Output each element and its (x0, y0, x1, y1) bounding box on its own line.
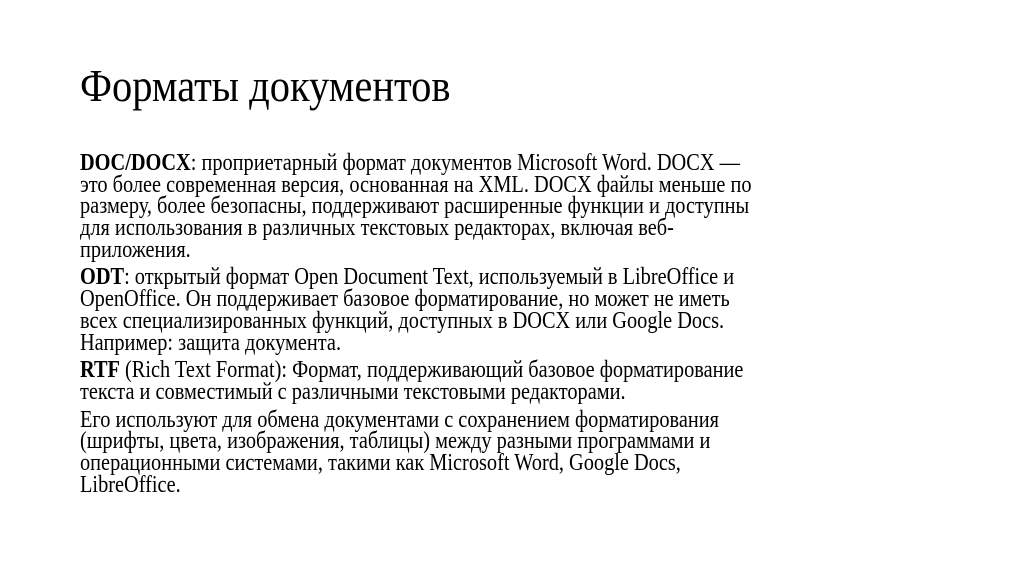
paragraph-rtf (80, 356, 889, 405)
text-line: всех специализированных функций, доступных в DOCX или Google Docs. (80, 306, 725, 334)
paragraph-doc-docx (80, 149, 889, 263)
term-doc-docx: DOC/DOCX (80, 149, 191, 176)
slide-title: Форматы документов (80, 60, 451, 111)
text-line: LibreOffice. (80, 470, 181, 498)
paragraph-odt (80, 263, 889, 356)
text-line: Например: защита документа. (80, 328, 342, 356)
line-text: : проприетарный формат документов Microsoft Word. DOCX — (190, 149, 740, 176)
term-rtf: RTF (80, 356, 120, 384)
text-line: размеру, более безопасны, поддерживают расширенные функции и доступны (80, 192, 750, 220)
line-text: : открытый формат Open Document Text, используемый в LibreOffice и (124, 263, 735, 291)
text-line: текста и совместимый с различными текстовыми редакторами. (80, 377, 626, 405)
line-text: (Rich Text Format): Формат, поддерживающий базовое форматирование (119, 356, 744, 384)
slide-body (80, 149, 889, 501)
term-odt: ODT (80, 263, 125, 291)
text-line: операционными системами, такими как Microsoft Word, Google Docs, (80, 448, 681, 476)
text-line: Его используют для обмена документами с сохранением форматирования (80, 405, 720, 433)
text-line: (шрифты, цвета, изображения, таблицы) между разными программами и (80, 427, 711, 455)
paragraph-usage (80, 405, 889, 498)
text-line: для использования в различных текстовых редакторах, включая веб- (80, 214, 674, 242)
text-line: OpenOffice. Он поддерживает базовое форматирование, но может не иметь (80, 285, 730, 313)
text-line: приложения. (80, 235, 191, 263)
text-line: это более современная версия, основанная на XML. DOCX файлы меньше по (80, 170, 752, 198)
